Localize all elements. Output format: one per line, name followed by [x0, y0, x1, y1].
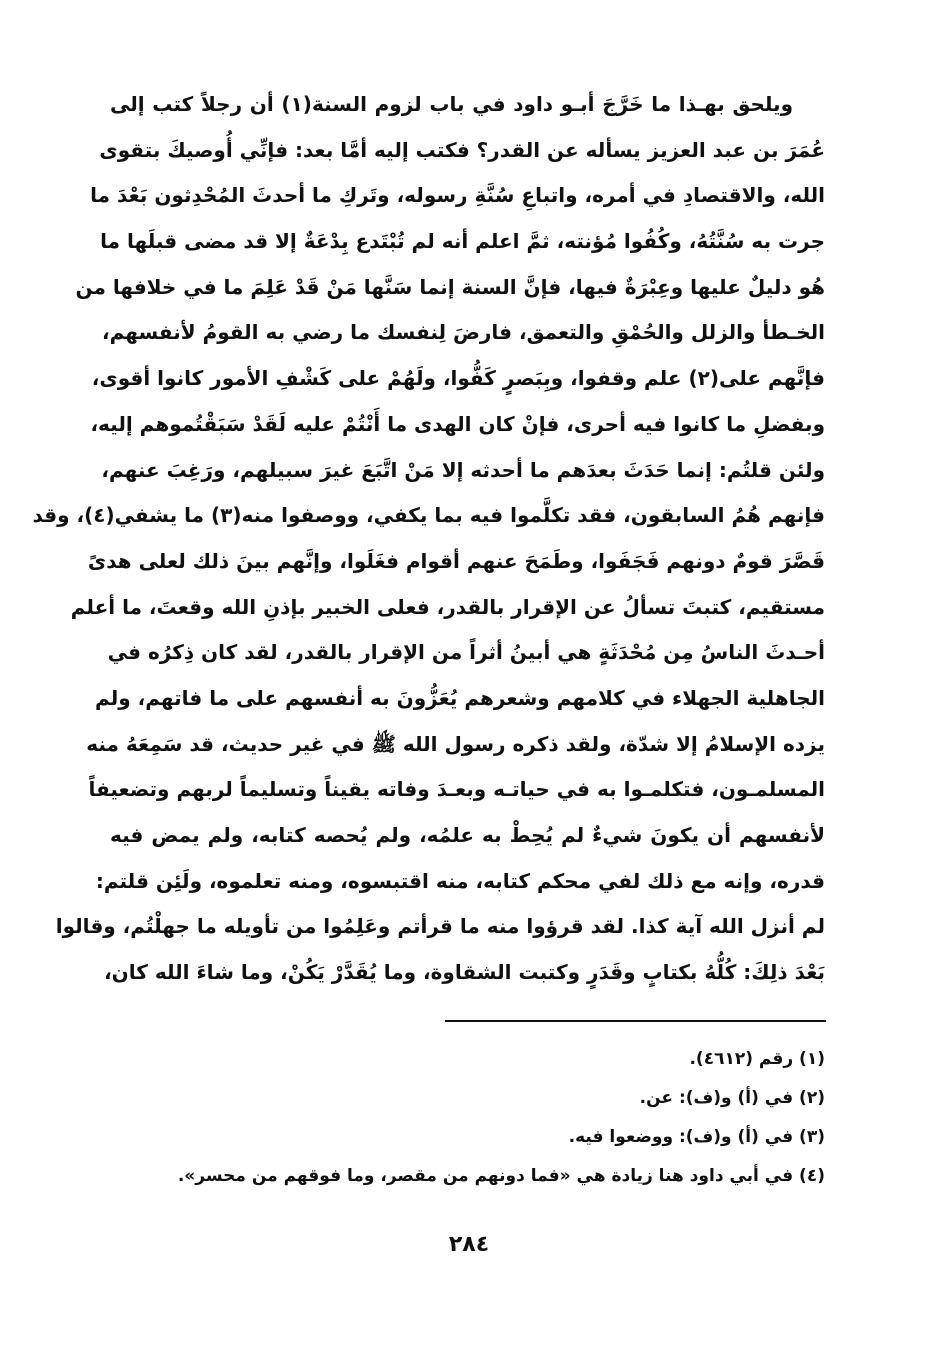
text-line: الله، والاقتصادِ في أمره، واتباعِ سُنَّةِ رسوله، وتَركِ ما أحدثَ المُحْدِثون بَعْدَ ما [90, 183, 825, 208]
text-line: لأنفسهم أن يكونَ شيءٌ لم يُحِطْ به علمُه، ولم يُحصه كتابه، ولم يمض فيه [110, 823, 825, 847]
text-line: بَعْدَ ذلِكَ: كُلُّهُ بكتابٍ وقَدَرٍ وكتبت الشقاوة، وما يُقَدَّرْ يَكُنْ، وما شاءَ الله كان، [104, 960, 825, 985]
footnote-divider [445, 1020, 826, 1022]
text-line: الجاهلية الجهلاء في كلامهم وشعرهم يُعَزُّونَ به أنفسهم على ما فاتهم، ولم [95, 685, 825, 710]
text-line: قدره، وإنه مع ذلك لفي محكم كتابه، منه اقتبسوه، ومنه تعلموه، ولَئِن قلتم: [95, 868, 825, 893]
text-line: قَصَّرَ قومٌ دونهم فَجَفَوا، وطَمَحَ عنهم أقوام فغَلَوا، وإنَّهم بينَ ذلك لعلى هدىً [87, 548, 825, 573]
text-line: ولئن قلتُم: إنما حَدَثَ بعدَهم ما أحدثه إلا مَنْ اتَّبَعَ غيرَ سبيلهم، ورَغِبَ عنهم، [101, 457, 825, 482]
text-line: ويلحق بهـذا ما خَرَّجَ أبـو داود في باب لزوم السنة(١) أن رجلاً كتب إلى [110, 92, 793, 116]
footnote: (٣) في (أ) و(ف): ووضعوا فيه. [568, 1127, 825, 1147]
text-line: وبفضلِ ما كانوا فيه أحرى، فإنْ كان الهدى ما أَنْتُمْ عليه لَقَدْ سَبَقْتُموهم إليه، [90, 411, 825, 436]
text-line: فإنهم هُمُ السابقون، فقد تكلَّموا فيه بما يكفي، ووصفوا منه(٣) ما يشفي(٤)، وقد [32, 503, 825, 528]
text-line: أحـدثَ الناسُ مِن مُحْدَثَةٍ هي أبينُ أثراً من الإقرار بالقدر، لقد كان ذِكرُه في [107, 640, 825, 665]
text-line: عُمَرَ بن عبد العزيز يسأله عن القدر؟ فكتب إليه أمَّا بعد: فإنِّي أُوصيكَ بتقوى [99, 137, 825, 162]
footnote: (٤) في أبي داود هنا زيادة هي «فما دونهم من مقصر، وما فوقهم من محسر». [177, 1166, 825, 1186]
footnote: (٢) في (أ) و(ف): عن. [639, 1088, 825, 1108]
text-line: مستقيم، كتبتَ تسألُ عن الإقرار بالقدر، فعلى الخبير بإذنِ الله وقعتَ، ما أعلم [70, 594, 825, 619]
page-number: ٢٨٤ [448, 1232, 490, 1257]
text-line: الخـطأ والزلل والحُمْقِ والتعمق، فارضَ لِنفسك ما رضي به القومُ لأنفسهم، [101, 320, 825, 345]
text-line: فإنَّهم على(٢) علم وقفوا، وبِبَصرٍ كَفُّوا، ولَهُمْ على كَشْفِ الأمور كانوا أقوى، [91, 366, 825, 391]
text-line: يزده الإسلامُ إلا شدّة، ولقد ذكره رسول الله ﷺ في غير حديث، قد سَمِعَهُ منه [86, 731, 825, 756]
text-line: هُو دليلٌ عليها وعِبْرَةٌ فيها، فإنَّ السنة إنما سَنَّها مَنْ قَدْ عَلِمَ ما في خلافها من [75, 274, 825, 299]
footnote: (١) رقم (٤٦١٢). [689, 1049, 825, 1069]
text-line: جرت به سُنَّتُهُ، وكُفُوا مُؤنته، ثمَّ اعلم أنه لم تُبْتَدع بِدْعَةٌ إلا قد مضى قبلَها ما [100, 229, 825, 254]
footnotes [110, 1040, 825, 1196]
text-line: لم أنزل الله آية كذا. لقد قرؤوا منه ما قرأتم وعَلِمُوا من تأويله ما جهلْتُم، وقالوا [55, 914, 825, 939]
main-text [32, 82, 825, 996]
text-line: المسلمـون، فتكلمـوا به في حياتـه وبعـدَ وفاته يقيناً وتسليماً لربهم وتضعيفاً [88, 777, 825, 802]
